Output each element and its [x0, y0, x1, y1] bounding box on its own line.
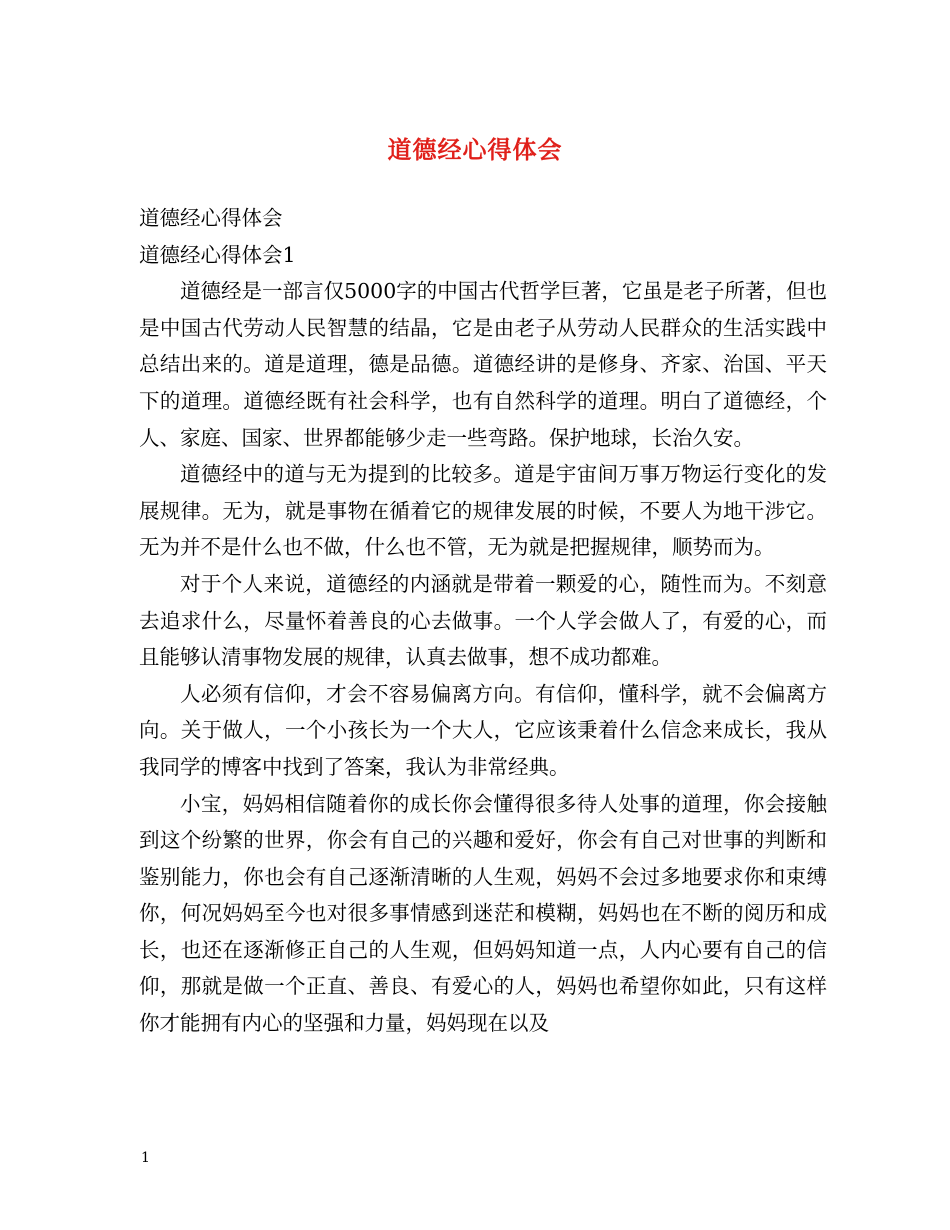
paragraph: 人必须有信仰，才会不容易偏离方向。有信仰，懂科学，就不会偏离方向。关于做人，一个小孩长为一个大人，它应该秉着什么信念来成长，我从我同学的博客中找到了答案，我认为非常经典。: [139, 681, 827, 779]
paragraph: 道德经中的道与无为提到的比较多。道是宇宙间万事万物运行变化的发展规律。无为，就是事物在循着它的规律发展的时候，不要人为地干涉它。无为并不是什么也不做，什么也不管，无为就是把握规律，顺势而为。: [139, 462, 827, 560]
paragraph: 道德经是一部言仅5000字的中国古代哲学巨著，它虽是老子所著，但也是中国古代劳动人民智慧的结晶，它是由老子从劳动人民群众的生活实践中总结出来的。道是道理，德是品德。道德经讲的是修身、齐家、治国、平天下的道理。道德经既有社会科学，也有自然科学的道理。明白了道德经，个人、家庭、国家、世界都能够少走一些弯路。保护地球，长治久安。: [139, 279, 827, 450]
document-body: [139, 200, 827, 1042]
document-title: 道德经心得体会: [387, 135, 563, 164]
section-heading: 道德经心得体会1: [139, 242, 296, 267]
page-number: 1: [141, 1150, 150, 1166]
paragraph: 小宝，妈妈相信随着你的成长你会懂得很多待人处事的道理，你会接触到这个纷繁的世界，你会有自己的兴趣和爱好，你会有自己对世事的判断和鉴别能力，你也会有自己逐渐清晰的人生观，妈妈不会过多地要求你和束缚你，何况妈妈至今也对很多事情感到迷茫和模糊，妈妈也在不断的阅历和成长，也还在逐渐修正自己的人生观，但妈妈知道一点，人内心要有自己的信仰，那就是做一个正直、善良、有爱心的人，妈妈也希望你如此，只有这样你才能拥有内心的坚强和力量，妈妈现在以及: [139, 791, 827, 1036]
paragraph: 对于个人来说，道德经的内涵就是带着一颗爱的心，随性而为。不刻意去追求什么，尽量怀着善良的心去做事。一个人学会做人了，有爱的心，而且能够认清事物发展的规律，认真去做事，想不成功都难。: [139, 571, 827, 670]
document-subtitle: 道德经心得体会: [139, 206, 283, 230]
